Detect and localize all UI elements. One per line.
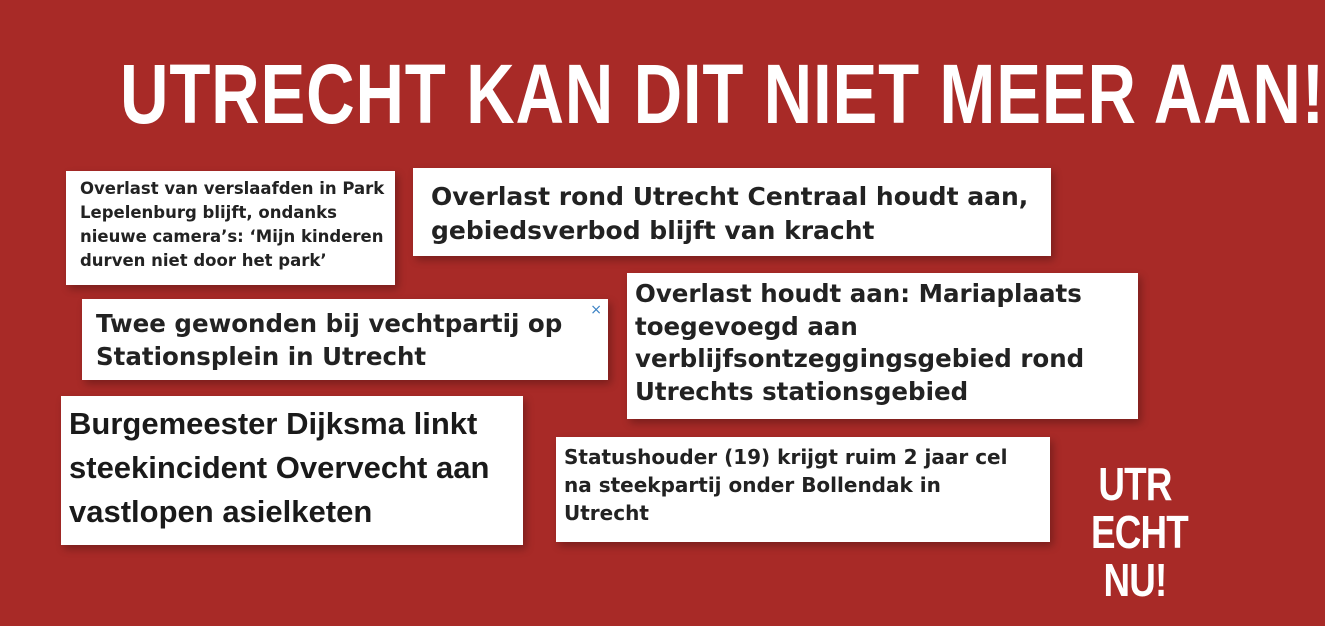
- news-card-line: Utrecht: [564, 501, 649, 525]
- news-card-statushouder[interactable]: [556, 437, 1050, 542]
- page-headline: UTRECHT KAN DIT NIET MEER AAN!: [120, 47, 1325, 141]
- news-card-line: Overlast houdt aan: Mariaplaats: [635, 279, 1082, 308]
- news-card-line: Stationsplein in Utrecht: [96, 342, 427, 371]
- logo-line: NU!: [1103, 554, 1167, 606]
- news-card-park-lepelenburg[interactable]: [66, 171, 395, 285]
- logo-line: UTR: [1098, 458, 1172, 510]
- news-card-line: na steekpartij onder Bollendak in: [564, 473, 941, 497]
- news-card-line: Overlast rond Utrecht Centraal houdt aan,: [431, 182, 1029, 211]
- logo-line: ECHT: [1091, 506, 1188, 558]
- news-card-line: Overlast van verslaafden in Park: [80, 179, 385, 198]
- news-card-mariaplaats[interactable]: [627, 273, 1138, 419]
- news-card-line: durven niet door het park’: [80, 251, 327, 270]
- news-card-stationsplein[interactable]: [82, 299, 608, 380]
- news-card-dijksma[interactable]: [61, 396, 523, 545]
- news-card-line: Twee gewonden bij vechtpartij op: [96, 309, 563, 338]
- news-card-line: Utrechts stationsgebied: [635, 376, 969, 406]
- news-card-line: verblijfsontzeggingsgebied rond: [635, 344, 1085, 373]
- news-card-line: vastlopen asielketen: [69, 494, 373, 529]
- utrecht-nu-logo: [1091, 458, 1188, 606]
- news-card-line: Burgemeester Dijksma linkt: [69, 406, 478, 441]
- news-card-line: toegevoegd aan: [635, 311, 858, 341]
- news-card-line: Lepelenburg blijft, ondanks: [80, 203, 337, 222]
- news-card-line: Statushouder (19) krijgt ruim 2 jaar cel: [564, 445, 1008, 469]
- news-card-line: nieuwe camera’s: ‘Mijn kinderen: [80, 227, 384, 246]
- news-card-utrecht-centraal[interactable]: [413, 168, 1051, 256]
- close-icon[interactable]: ×: [590, 302, 602, 318]
- news-card-line: steekincident Overvecht aan: [69, 450, 490, 485]
- news-card-line: gebiedsverbod blijft van kracht: [431, 216, 875, 245]
